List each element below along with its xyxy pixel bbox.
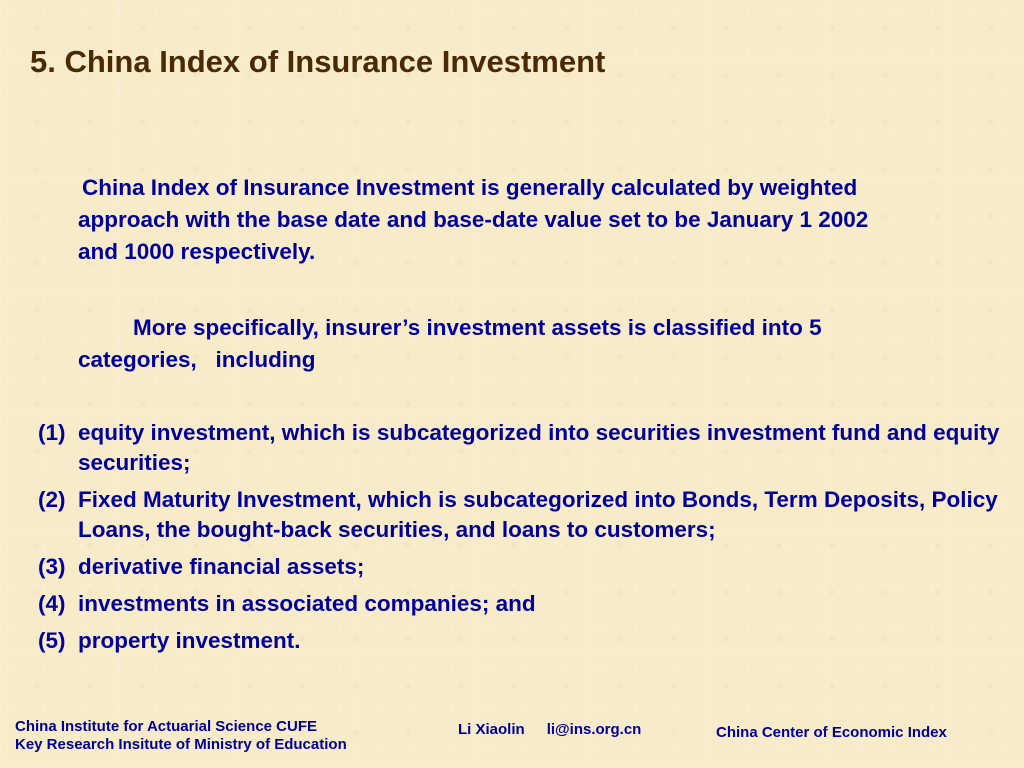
- footer-author-name: Li Xiaolin: [458, 721, 525, 738]
- list-item-text: property investment.: [78, 628, 301, 653]
- footer-institute: [15, 718, 347, 754]
- list-item-text: equity investment, which is subcategorized into securities investment fund and equity securities;: [78, 420, 1000, 475]
- footer-institute-line2: Key Research Insitute of Ministry of Education: [15, 736, 347, 753]
- footer-author-email: li@ins.org.cn: [546, 721, 642, 738]
- list-item: [38, 485, 1018, 545]
- footer-institute-line1: China Institute for Actuarial Science CUFE: [15, 718, 317, 735]
- list-item: [38, 589, 1018, 619]
- list-item-text: Fixed Maturity Investment, which is subcategorized into Bonds, Term Deposits, Policy Loans, the bought-back securities, and loans to customers;: [78, 487, 998, 542]
- footer-center-name: China Center of Economic Index: [716, 724, 947, 741]
- list-item-number: (3): [38, 554, 66, 579]
- category-list: [38, 418, 1018, 663]
- list-item: [38, 552, 1018, 582]
- list-item: [38, 626, 1018, 656]
- footer-author: [458, 721, 641, 738]
- intro-rest: approach with the base date and base-date value set to be January 1 2002 and 1000 respectively.: [78, 207, 869, 264]
- list-item-number: (5): [38, 628, 66, 653]
- specific-rest: categories, including: [78, 347, 316, 372]
- list-item-number: (2): [38, 487, 66, 512]
- list-item-text: derivative financial assets;: [78, 554, 365, 579]
- specific-first-line: More specifically, insurer’s investment assets is classified into 5: [133, 315, 822, 340]
- specific-paragraph: [78, 312, 998, 376]
- list-item: [38, 418, 1018, 478]
- list-item-text: investments in associated companies; and: [78, 591, 536, 616]
- slide-title: 5. China Index of Insurance Investment: [30, 44, 606, 79]
- list-item-number: (4): [38, 591, 66, 616]
- intro-paragraph: [78, 172, 998, 268]
- list-item-number: (1): [38, 420, 66, 445]
- intro-first-line: China Index of Insurance Investment is generally calculated by weighted: [82, 175, 858, 200]
